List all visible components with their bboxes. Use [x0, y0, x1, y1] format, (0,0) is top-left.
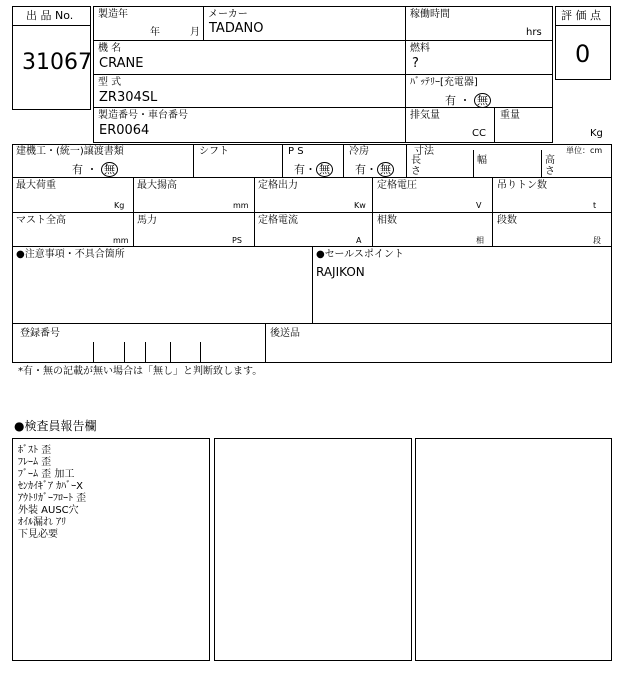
max-load-label: 最大荷重 [16, 180, 56, 191]
certificate-label: 建機工・(統一)譲渡書類 [16, 146, 124, 157]
inspector-line: 下見必要 [18, 529, 58, 540]
shipping-label: 後送品 [270, 328, 300, 339]
length-label: 長 さ [411, 155, 421, 177]
maker-value: TADANO [209, 21, 264, 36]
registration-label: 登録番号 [20, 328, 60, 339]
year-label: 製造年 [98, 9, 128, 20]
shift-label: シフト [199, 146, 229, 157]
mast-height-unit: mm [113, 236, 129, 245]
mast-height-label: マスト全高 [16, 215, 66, 226]
inspector-panel-2 [214, 438, 412, 661]
ps-options: 有・ 無 [294, 162, 333, 177]
displacement-unit: CC [472, 128, 486, 139]
horsepower-unit: PS [232, 236, 242, 245]
max-load-unit: Kg [114, 201, 125, 210]
certificate-no-circled: 無 [101, 162, 118, 177]
phase-unit: 相 [476, 236, 484, 245]
stages-unit: 段 [593, 236, 601, 245]
battery-label: ﾊﾞｯﾃﾘｰ[充電器] [410, 77, 478, 88]
notes-label: ●注意事項・不具合箇所 [16, 249, 125, 260]
displacement-label: 排気量 [410, 110, 440, 121]
footnote: *有・無の記載が無い場合は「無し」と判断致します。 [18, 366, 263, 377]
rated-voltage-unit: V [476, 201, 482, 210]
serial-label: 製造番号・車台番号 [98, 110, 188, 121]
rated-voltage-label: 定格電圧 [377, 180, 417, 191]
inspector-line: ﾌﾚｰﾑ 歪 [18, 457, 52, 468]
weight-unit: Kg [590, 128, 603, 139]
max-lift-unit: mm [233, 201, 249, 210]
serial-value: ER0064 [99, 123, 150, 138]
grade-value: 0 [575, 40, 591, 68]
model-label: 機 名 [98, 43, 122, 54]
max-lift-label: 最大揚高 [137, 180, 177, 191]
rated-output-unit: Kw [354, 201, 366, 210]
inspector-line: ｵｲﾙ漏れ ｱﾘ [18, 517, 67, 528]
inspector-line: ﾎﾞｽﾄ 歪 [18, 445, 52, 456]
inspector-panel-3 [415, 438, 612, 661]
rated-current-label: 定格電流 [258, 215, 298, 226]
grade-label: 評 価 点 [561, 9, 601, 22]
rated-output-label: 定格出力 [258, 180, 298, 191]
stages-label: 段数 [497, 215, 517, 226]
lift-tonnage-unit: t [593, 201, 597, 210]
fuel-value: ? [412, 56, 419, 71]
dimension-unit-note: 単位：cm [566, 146, 603, 155]
dimension-label: 寸法 [414, 146, 434, 157]
cooling-label: 冷房 [349, 146, 369, 157]
ps-label: P S [288, 146, 304, 157]
cooling-options: 有・ 無 [355, 162, 394, 177]
sales-point-label: ●セールスポイント [316, 249, 404, 260]
cooling-no-circled: 無 [377, 162, 394, 177]
battery-options: 有 ・ 無 [445, 93, 491, 108]
certificate-options: 有 ・ 無 [72, 162, 118, 177]
lift-tonnage-label: 吊りトン数 [497, 180, 547, 191]
inspector-line: ｾﾝｶｲｷﾞｱ ｶﾊﾞｰX [18, 481, 84, 492]
hours-unit: hrs [526, 27, 542, 38]
year-unit: 年 [150, 27, 160, 38]
inspector-line: ｱｳﾄﾘｶﾞｰﾌﾛｰﾄ 歪 [18, 493, 87, 504]
fuel-label: 燃料 [410, 43, 430, 54]
hours-label: 稼働時間 [410, 9, 450, 20]
inspector-line: ﾌﾞｰﾑ 歪 加工 [18, 469, 75, 480]
width-label: 幅 [477, 155, 487, 166]
type-label: 型 式 [98, 77, 122, 88]
phase-label: 相数 [377, 215, 397, 226]
maker-label: メーカー [208, 9, 248, 20]
type-value: ZR304SL [99, 90, 158, 105]
lot-number-label: 出 品 No. [26, 9, 74, 22]
model-value: CRANE [99, 56, 144, 71]
lot-number-value: 31067 [22, 50, 92, 75]
inspector-line: 外装 AUSC穴 [18, 505, 79, 516]
month-unit: 月 [190, 27, 200, 38]
height-label: 高 さ [545, 155, 555, 177]
battery-no-circled: 無 [474, 93, 491, 108]
rated-current-unit: A [356, 236, 362, 245]
inspector-title: ●検査員報告欄 [14, 419, 97, 433]
weight-label: 重量 [500, 110, 520, 121]
sales-point-value: RAJIKON [316, 265, 365, 279]
horsepower-label: 馬力 [137, 215, 157, 226]
ps-no-circled: 無 [316, 162, 333, 177]
